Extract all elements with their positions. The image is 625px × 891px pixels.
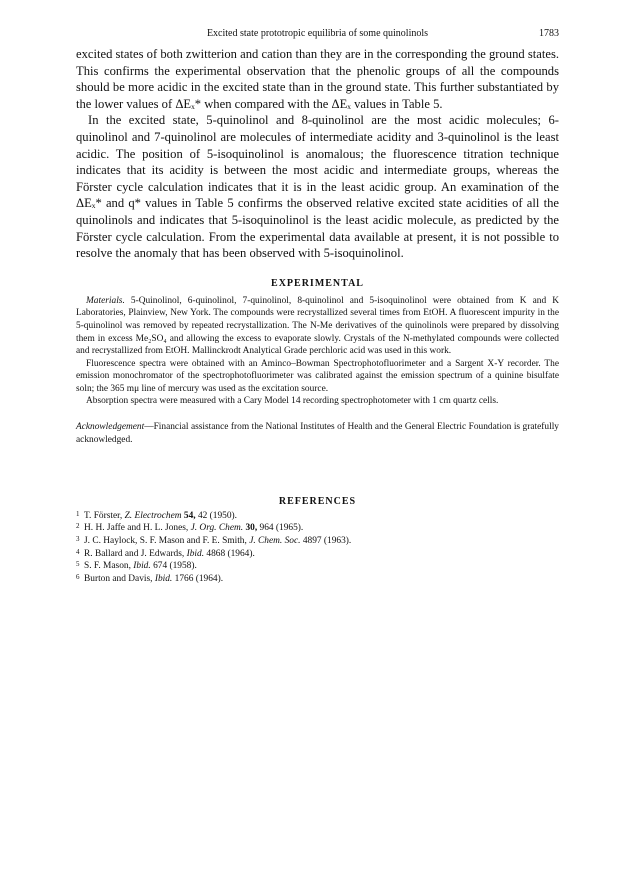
reference-number: 1 <box>76 509 80 518</box>
reference-authors: T. Förster, <box>84 510 125 521</box>
reference-list <box>76 510 559 586</box>
reference-number: 2 <box>76 522 80 531</box>
reference-item <box>76 535 559 548</box>
section-heading: EXPERIMENTAL <box>271 277 364 289</box>
reference-authors: H. H. Jaffe and H. L. Jones, <box>84 523 191 534</box>
reference-journal: Z. Electrochem <box>124 510 182 521</box>
reference-pages-year: 42 (1950). <box>195 510 237 521</box>
reference-pages-year: 964 (1965). <box>257 523 304 534</box>
absorption-paragraph: Absorption spectra were measured with a Cary Model 14 recording spectrophotometer with 1 cm quartz cells. <box>86 396 499 407</box>
running-title: Excited state prototropic equilibria of some quinolinols <box>206 28 429 39</box>
materials-text: 5-Quinolinol, 6-quinolinol, 7-quinolinol, 8-quinolinol and 5-isoquinolinol were obtained from K and K Laboratories, Plainview, New York. The compounds were recrystallized several times from EtOH. A fluorescent impurity in the 5-quinolinol was removed by repeated recrystallization. The N-Me derivatives of the quinolinols were prepared by dissolving them in excess Me₂SO₄ and allowing the excess to evaporate slowly. Crystals of the N-methylated compounds were collected and recrystallized from EtOH. Mallinckrodt Analytical Grade perchloric acid was used in this work. <box>76 295 559 357</box>
reference-pages-year: 4868 (1964). <box>204 548 255 559</box>
reference-pages-year: 4897 (1963). <box>300 535 352 546</box>
reference-journal: Ibid. <box>154 573 173 584</box>
materials-paragraph <box>76 295 559 358</box>
page-number: 1783 <box>539 28 559 39</box>
reference-journal: J. Chem. Soc. <box>249 535 301 546</box>
section-heading: REFERENCES <box>278 495 357 507</box>
materials-label: Materials. <box>86 295 125 306</box>
reference-number: 3 <box>76 534 80 543</box>
references-section <box>76 496 559 586</box>
reference-pages-year: 1766 (1964). <box>172 573 224 584</box>
acknowledgement-label: Acknowledgement <box>76 422 145 433</box>
running-head <box>76 20 559 42</box>
reference-item <box>76 548 559 561</box>
acknowledgement-text: —Financial assistance from the National Institutes of Health and the General Electric Foundation is gratefully acknowledged. <box>76 422 559 445</box>
reference-number: 6 <box>76 572 80 581</box>
reference-volume: 54, <box>181 510 196 521</box>
reference-authors: S. F. Mason, <box>84 561 134 572</box>
main-text <box>76 46 559 262</box>
reference-journal: J. Org. Chem. <box>190 523 244 534</box>
reference-volume: 30, <box>243 523 258 534</box>
reference-number: 4 <box>76 547 80 556</box>
fluorescence-paragraph: Fluorescence spectra were obtained with an Aminco–Bowman Spectrophotofluorimeter and a Sargent X-Y recorder. The emission monochromator of the spectrophotofluorimeter was calibrated against the emission spectrum of a quinine bisulfate soln; the 365 mμ line of mercury was used as the excitation source. <box>76 358 559 394</box>
experimental-section <box>76 278 559 488</box>
body-paragraph: In the excited state, 5-quinolinol and 8-quinolinol are the most acidic molecules; 6-quinolinol and 7-quinolinol are molecules of intermediate acidity and 3-quinolinol is the least acidic. The position of 5-isoquinolinol is anomalous; the fluorescence titration technique indicates that its acidity is between the most acidic and intermediate groups, whereas the Förster cycle calculation indicates that it is in the least acidic group. An examination of the ΔEₓ* and q* values in Table 5 confirms the observed relative excited state acidities of all the quinolinols and indicates that 5-isoquinolinol is the least acidic molecule, as predicted by the Förster cycle calculation. From the experimental data available at present, it is not possible to resolve the anomaly that has been observed with 5-isoquinolinol. <box>76 113 559 261</box>
reference-item <box>76 510 559 523</box>
body-paragraph: excited states of both zwitterion and cation than they are in the corresponding the ground states. This confirms the experimental observation that the phenolic groups of all the compounds should be more acidic in the excited state than in the ground state. This further substantiated by the lower values of ΔEₓ* when compared with the ΔEₓ values in Table 5. <box>76 47 559 111</box>
acknowledgement-paragraph <box>76 421 559 446</box>
reference-journal: Ibid. <box>186 548 205 559</box>
reference-item <box>76 522 559 535</box>
reference-item <box>76 560 559 573</box>
journal-page <box>76 20 559 585</box>
reference-authors: J. C. Haylock, S. F. Mason and F. E. Smith, <box>84 535 250 546</box>
reference-authors: R. Ballard and J. Edwards, <box>84 548 187 559</box>
reference-item <box>76 573 559 586</box>
reference-journal: Ibid. <box>133 561 151 572</box>
reference-number: 5 <box>76 560 80 569</box>
reference-authors: Burton and Davis, <box>84 573 155 584</box>
reference-pages-year: 674 (1958). <box>150 561 197 572</box>
